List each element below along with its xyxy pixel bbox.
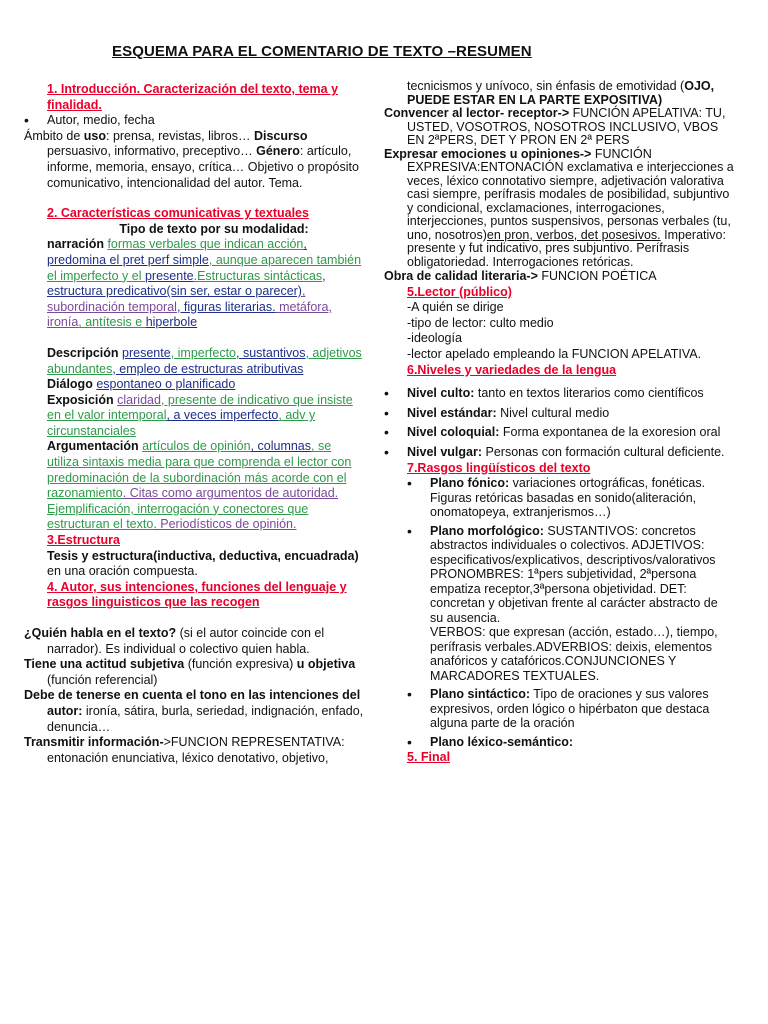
nivel-coloquial: • Nivel coloquial: Forma expontanea de la exoresion oral [384, 425, 734, 441]
section-3-heading: 3.Estructura [47, 533, 120, 548]
section-1-heading: 1. Introducción. Caracterización del texto, tema y finalidad. [47, 82, 339, 112]
plano-morfologico-verbos: VERBOS: que expresan (acción, estado…), tiempo, perífrasis verbales.ADVERBIOS: deixis, elementos anafóricos y catafóricos.CONJUNCIONES Y MARCADORES TEXTUALES. [430, 625, 718, 683]
section-final-heading: 5. Final [407, 750, 451, 765]
ambito-paragraph: Ámbito de uso: prensa, revistas, libros… Discurso persuasivo, informativo, preceptivo… Género: artículo, informe, memoria, ensayo, crítica… Objetivo o propósito comunicativo, intencionalidad del autor. Tema. [24, 128, 359, 190]
right-column [384, 80, 734, 766]
convencer-paragraph: Convencer al lector- receptor-> FUNCIÓN APELATIVA: TU, USTED, VOSOTROS, NOSOTROS INCLUSIVO, VBOS EN 2ªPERS, DET Y PRON EN 2ª PERS [384, 106, 726, 147]
lector-line-1: -A quién se dirige [407, 300, 504, 315]
tono-paragraph: Debe de tenerse en cuenta el tono en las intenciones del autor: ironía, sátira, burla, seriedad, indignación, enfado, denuncia… [24, 688, 364, 734]
section-5-heading: 5.Lector (público) [407, 284, 512, 299]
section-6-heading: 6.Niveles y variedades de la lengua [407, 362, 617, 377]
section-2-heading: 2. Características comunicativas y textuales [47, 206, 309, 221]
nivel-vulgar: • Nivel vulgar: Personas con formación cultural deficiente. [384, 445, 734, 461]
lector-line-3: -ideología [407, 331, 462, 346]
estructura-paragraph: Tesis y estructura(inductiva, deductiva, encuadrada) en una oración compuesta. [47, 548, 359, 579]
tecnicismos-paragraph: tecnicismos y unívoco, sin énfasis de emotividad (OJO, PUEDE ESTAR EN LA PARTE EXPOSITIVA) [407, 79, 715, 107]
section-7-heading: 7.Rasgos lingüísticos del texto [407, 460, 591, 475]
poetica-paragraph: Obra de calidad literaria-> FUNCION POÉTICA [384, 269, 657, 283]
expresar-paragraph: Expresar emociones u opiniones-> FUNCIÓN EXPRESIVA:ENTONACIÓN exclamativa e interjecciones a veces, léxico connotativo siempre, adjetivación valorativa casi siempre, perífrasis modales de posibilidad, subjuntivo y condicional, exclamaciones, interrogaciones, interjecciones, puntos suspensivos, personas verbales (tu, uno, nosotros)en pron, verbos, det posesivos. Imperativo: presente y fut indicativo, pres subjuntivo. Perífrasis obligatoriedad. Interrogaciones retóricas. [384, 146, 734, 269]
lector-line-2: -tipo de lector: culto medio [407, 315, 554, 330]
actitud-paragraph: Tiene una actitud subjetiva (función expresiva) u objetiva (función referencial) [24, 657, 356, 687]
nivel-estandar: • Nivel estándar: Nivel cultural medio [384, 406, 734, 422]
plano-lexico-semantico: • Plano léxico-semántico: [384, 735, 734, 751]
modalidad-subheading: Tipo de texto por su modalidad: [119, 221, 309, 236]
narracion-paragraph: narración formas verbales que indican acción, predomina el pret perf simple, aunque aparecen también el imperfecto y el presente.Estructuras sintácticas, estructura predicativo(sin ser, estar o parecer), subordinación temporal, figuras literarias. metáfora, ironía, antítesis e hiperbole [47, 237, 362, 330]
section-4-heading: 4. Autor, sus intenciones, funciones del lenguaje y rasgos linguisticos que las recogen [47, 579, 347, 610]
quien-habla-paragraph: ¿Quién habla en el texto? (si el autor coincide con el narrador). Es individual o colectivo quien habla. [24, 626, 325, 656]
lector-line-4: -lector apelado empleando la FUNCION APELATIVA. [407, 346, 702, 361]
page-title: ESQUEMA PARA EL COMENTARIO DE TEXTO –RESUMEN [112, 43, 532, 60]
argumentacion-paragraph: Argumentación artículos de opinión, columnas, se utiliza sintaxis media para que comprenda el lector con predominación de la subordinación más acorde con el razonamiento. Citas como argumentos de autoridad. Ejemplificación, interrogación y conectores que estructuran el texto. Periodísticos de opinión. [47, 439, 352, 532]
plano-morfologico: • Plano morfológico: SUSTANTIVOS: concretos abstractos individuales o colectivos. ADJETIVOS: especificativos/explicativos, descriptivos/valorativos PRONOMBRES: 1ªpers subjetividad, 2ªpersona empatiza receptor,3ªpersona objetividad. DET: concretan y objetivan frente al carácter abstracto de su ausencia. [384, 524, 734, 626]
dialogo-paragraph: Diálogo espontaneo o planificado [47, 377, 236, 392]
descripcion-paragraph: Descripción presente, imperfecto, sustantivos, adjetivos abundantes, empleo de estructuras atributivas [47, 345, 362, 376]
left-column [24, 82, 364, 766]
nivel-culto: • Nivel culto: tanto en textos literarios como científicos [384, 386, 734, 402]
transmitir-paragraph: Transmitir información->FUNCION REPRESENTATIVA: entonación enunciativa, léxico denotativo, objetivo, [24, 735, 345, 765]
exposicion-paragraph: Exposición claridad, presente de indicativo que insiste en el valor intemporal, a veces imperfecto, adv y circunstanciales [47, 392, 353, 438]
plano-sintactico: • Plano sintáctico: Tipo de oraciones y sus valores expresivos, orden lógico o hipérbaton que destaca alguna parte de la oración [384, 687, 734, 731]
plano-fonico: • Plano fónico: variaciones ortográficas, fonéticas. Figuras retóricas basadas en sonido(aliteración, onomatopeya, extranjerismos…) [384, 476, 734, 520]
bullet-autor: • Autor, medio, fecha [24, 113, 364, 129]
